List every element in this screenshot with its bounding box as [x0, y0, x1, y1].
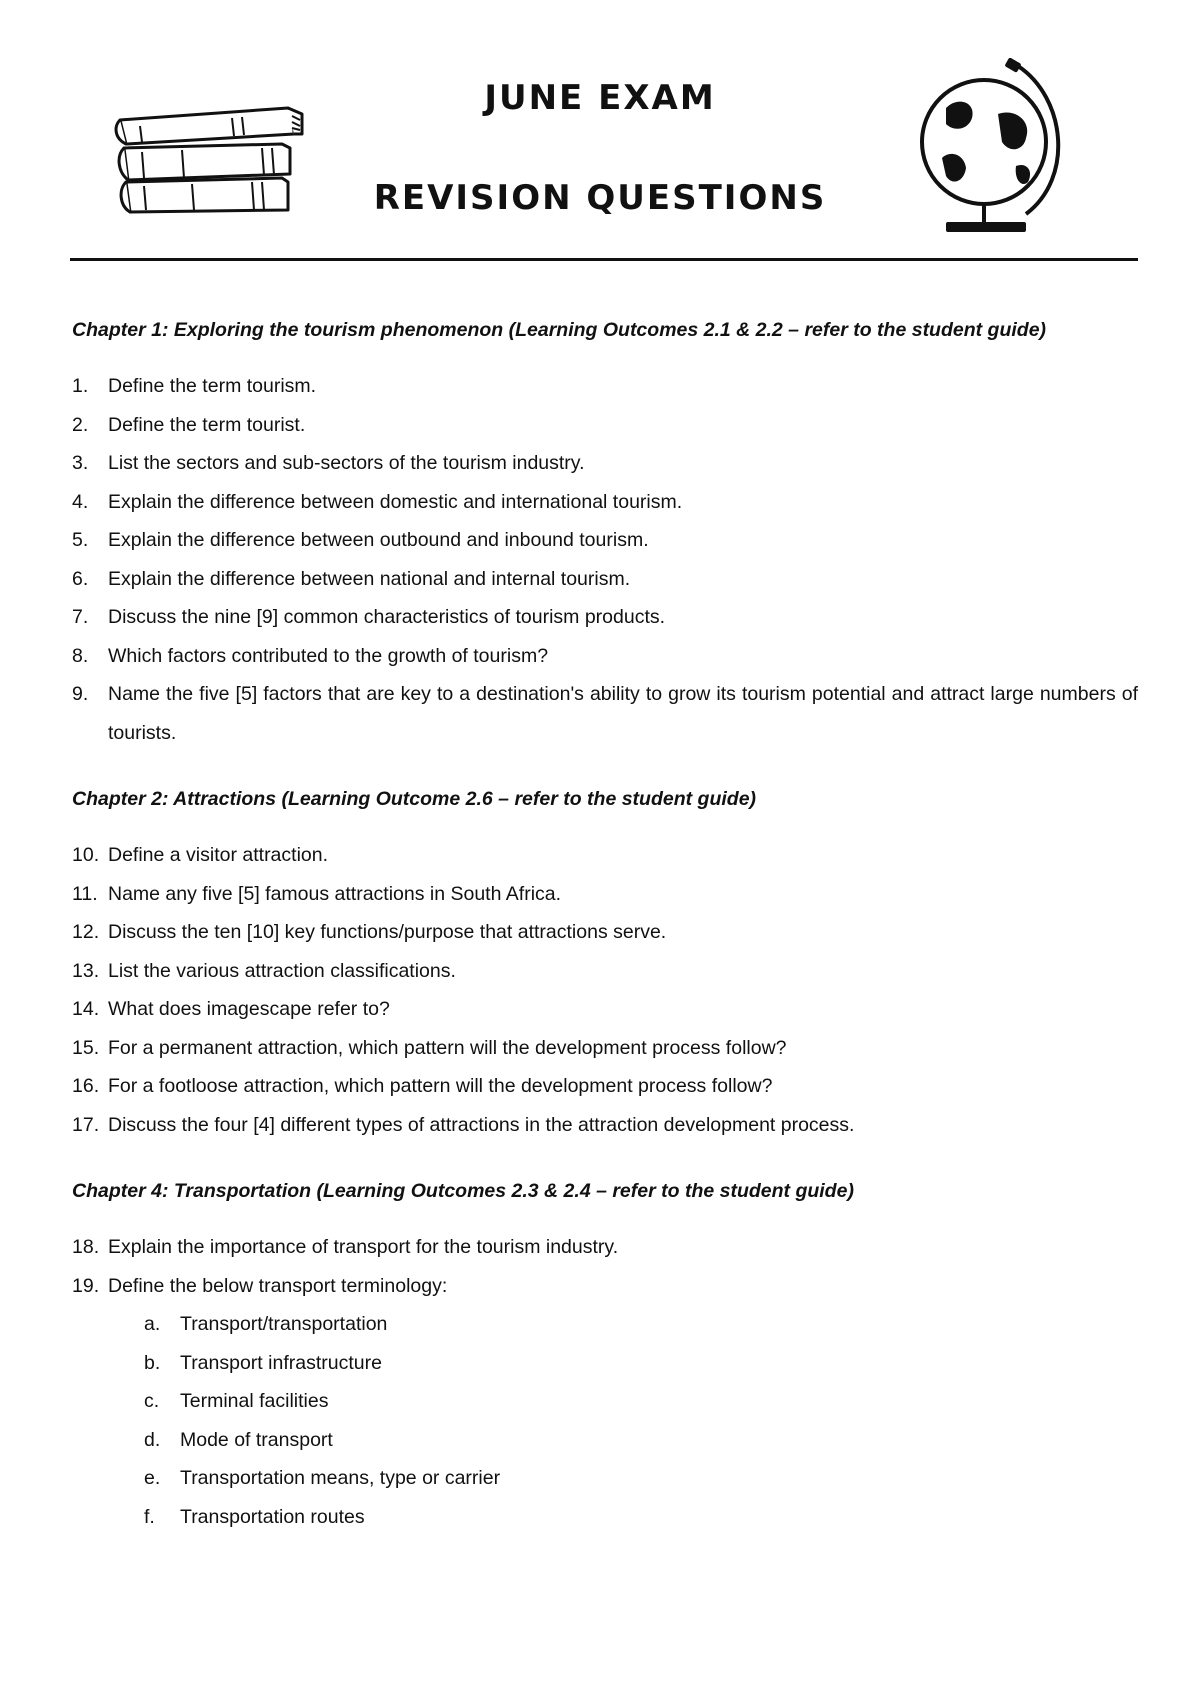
sub-question-letter: e. [144, 1467, 161, 1489]
page-header [0, 0, 1200, 270]
question-number: 11. [72, 882, 98, 905]
question-item [72, 1029, 1138, 1068]
question-text: List the sectors and sub-sectors of the tourism industry. [108, 452, 585, 474]
sub-question-item [144, 1498, 1138, 1537]
question-text: Define the term tourism. [108, 375, 317, 397]
question-item [72, 406, 1138, 445]
question-text: Name any five [5] famous attractions in South Africa. [108, 882, 562, 905]
question-number: 10. [72, 844, 100, 866]
question-number: 3. [72, 452, 89, 474]
question-text: Which factors contributed to the growth of tourism? [108, 644, 549, 667]
chapter-section [72, 1172, 1138, 1536]
sub-list-container [72, 1305, 1138, 1536]
question-text: Define the term tourist. [108, 413, 306, 436]
question-number: 16. [72, 1075, 100, 1097]
question-list [72, 1228, 1138, 1536]
title-line-1: JUNE EXAM [484, 78, 716, 118]
question-text: Explain the difference between outbound and inbound tourism. [108, 529, 649, 551]
sub-question-letter: a. [144, 1313, 161, 1335]
question-text: Discuss the four [4] different types of attractions in the attraction development process. [108, 1113, 855, 1136]
sub-question-letter: b. [144, 1351, 161, 1374]
sub-question-letter: f. [144, 1505, 155, 1528]
chapter-heading: Chapter 4: Transportation (Learning Outcomes 2.3 & 2.4 – refer to the student guide) [72, 1180, 854, 1202]
question-item [72, 913, 1138, 952]
question-text: For a permanent attraction, which pattern will the development process follow? [108, 1036, 787, 1059]
question-item [72, 444, 1138, 483]
question-text: Discuss the nine [9] common characteristics of tourism products. [108, 606, 666, 628]
title-line-2: REVISION QUESTIONS [373, 178, 827, 218]
question-item [72, 637, 1138, 676]
sub-question-item [144, 1305, 1138, 1344]
sub-question-letter: c. [144, 1390, 160, 1412]
question-text: Name the five [5] factors that are key to a destination's ability to grow its tourism potential and attract large numbers of tourists. [108, 683, 1138, 744]
question-item [72, 521, 1138, 560]
question-number: 5. [72, 529, 89, 551]
sub-question-item [144, 1382, 1138, 1421]
sub-question-item [144, 1344, 1138, 1383]
question-item [72, 875, 1138, 914]
chapter-section [72, 780, 1138, 1144]
question-item [72, 1106, 1138, 1145]
chapter-section [72, 311, 1138, 752]
question-text: Explain the importance of transport for the tourism industry. [108, 1236, 619, 1258]
question-text: Explain the difference between national and internal tourism. [108, 567, 631, 590]
question-item [72, 483, 1138, 522]
sub-question-item [144, 1421, 1138, 1460]
sub-question-list [72, 1305, 1138, 1536]
globe-icon [906, 58, 1074, 236]
sub-question-text: Transportation means, type or carrier [180, 1467, 501, 1489]
chapter-heading: Chapter 1: Exploring the tourism phenomenon (Learning Outcomes 2.1 & 2.2 – refer to the student guide) [72, 319, 1047, 341]
question-list [72, 836, 1138, 1144]
chapter-heading: Chapter 2: Attractions (Learning Outcome 2.6 – refer to the student guide) [72, 788, 757, 810]
question-number: 19. [72, 1274, 100, 1297]
sub-question-item [144, 1459, 1138, 1498]
sub-question-text: Transport infrastructure [180, 1351, 382, 1374]
question-text: Define the below transport terminology: [108, 1274, 448, 1297]
question-number: 12. [72, 921, 100, 943]
question-item [72, 675, 1138, 752]
question-item [72, 367, 1138, 406]
question-number: 17. [72, 1113, 100, 1136]
questions-content [72, 311, 1138, 1564]
question-number: 14. [72, 998, 100, 1020]
question-list [72, 367, 1138, 752]
question-number: 13. [72, 959, 100, 982]
question-text: For a footloose attraction, which pattern will the development process follow? [108, 1075, 773, 1097]
question-number: 6. [72, 567, 89, 590]
question-text: Explain the difference between domestic and international tourism. [108, 490, 683, 513]
sub-question-letter: d. [144, 1428, 161, 1451]
question-item [72, 560, 1138, 599]
question-number: 2. [72, 413, 89, 436]
question-number: 8. [72, 644, 89, 667]
sub-question-text: Transport/transportation [180, 1313, 388, 1335]
question-text: Define a visitor attraction. [108, 844, 329, 866]
question-number: 15. [72, 1036, 100, 1059]
question-text: List the various attraction classifications. [108, 959, 456, 982]
question-number: 9. [72, 683, 89, 705]
question-item [72, 952, 1138, 991]
question-number: 4. [72, 490, 89, 513]
question-text: What does imagescape refer to? [108, 998, 390, 1020]
question-item [72, 836, 1138, 875]
sub-question-text: Transportation routes [180, 1505, 365, 1528]
question-text: Discuss the ten [10] key functions/purpose that attractions serve. [108, 921, 667, 943]
header-divider [70, 258, 1138, 261]
question-number: 7. [72, 606, 89, 628]
question-number: 1. [72, 375, 89, 397]
question-number: 18. [72, 1236, 100, 1258]
question-item [72, 990, 1138, 1029]
question-item [72, 598, 1138, 637]
sub-question-text: Terminal facilities [180, 1390, 329, 1412]
question-item [72, 1067, 1138, 1106]
question-item [72, 1267, 1138, 1306]
question-item [72, 1228, 1138, 1267]
sub-question-text: Mode of transport [180, 1428, 333, 1451]
